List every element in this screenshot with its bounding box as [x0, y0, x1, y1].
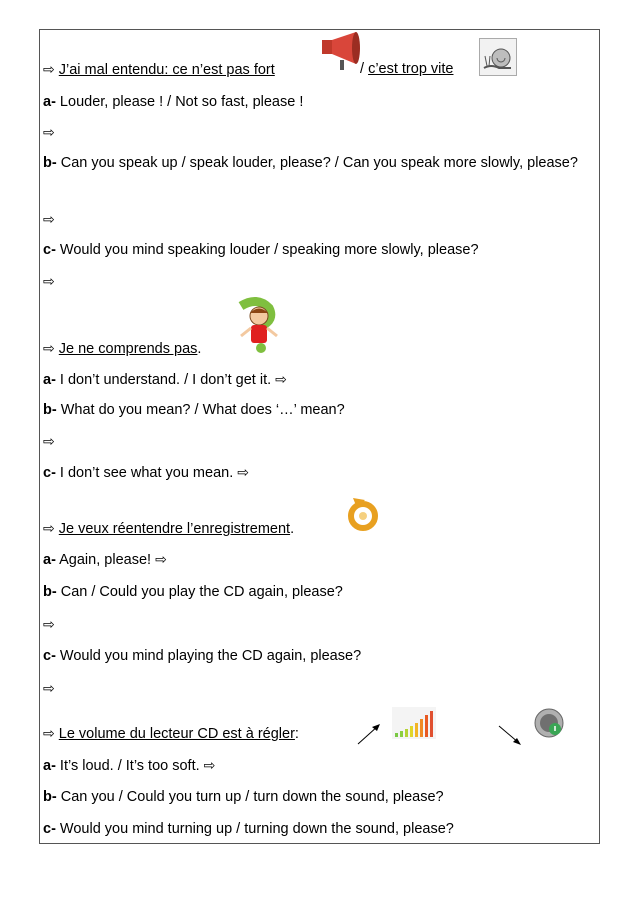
arrow-icon: ⇨ [43, 211, 55, 227]
heading: Je ne comprends pas [58, 341, 198, 357]
replay-icon [343, 494, 383, 534]
label-a: a- [43, 372, 56, 388]
section3-b [43, 583, 343, 601]
text-c: Would you mind speaking louder / speaking more slowly, please? [55, 242, 479, 258]
label-a: a- [43, 94, 56, 110]
label-a: a- [43, 758, 56, 774]
confused-person-icon [231, 296, 283, 354]
volume-bars-icon [392, 707, 436, 739]
text-c: Would you mind turning up / turning down the sound, please? [55, 821, 454, 837]
label-b: b- [43, 155, 57, 171]
volume-knob-icon [533, 707, 565, 739]
section4-heading [43, 724, 299, 743]
label-c: c- [43, 242, 56, 258]
label-a: a- [43, 552, 56, 568]
label-b: b- [43, 789, 57, 805]
section1-heading [43, 60, 275, 79]
section1-b [43, 153, 583, 174]
text-a: Again, please! [55, 552, 156, 568]
text-b: Can you speak up / speak louder, please? / Can you speak more slowly, please? [56, 155, 578, 171]
heading-tail: : [294, 726, 299, 742]
section2-blank-1 [43, 432, 55, 451]
section1-c [43, 241, 479, 259]
section1-a [43, 93, 303, 111]
section3-blank-2 [43, 679, 55, 698]
arrow-icon: ⇨ [43, 273, 55, 289]
section3-a [43, 550, 167, 569]
text-a: I don’t understand. / I don’t get it. [55, 372, 276, 388]
label-c: c- [43, 821, 56, 837]
arrow-icon: ⇨ [237, 464, 249, 480]
label-c: c- [43, 648, 56, 664]
arrow-up-icon [356, 722, 382, 746]
text-b: Can / Could you play the CD again, please? [56, 584, 343, 600]
heading: Je veux réentendre l’enregistrement [58, 521, 291, 537]
section1-blank-2 [43, 210, 55, 229]
section2-b [43, 401, 345, 419]
heading-part-a: J’ai mal entendu: ce n’est pas fort [58, 62, 275, 78]
section1-blank-1 [43, 123, 55, 142]
heading-tail: . [197, 341, 202, 357]
arrow-icon: ⇨ [155, 551, 167, 567]
section4-c [43, 820, 454, 838]
section4-b [43, 788, 444, 806]
arrow-icon: ⇨ [203, 757, 216, 773]
text-c: Would you mind playing the CD again, please? [55, 648, 362, 664]
heading-part-b: c’est trop vite [368, 61, 454, 77]
section2-c [43, 463, 249, 482]
text-b: What do you mean? / What does ‘…’ mean? [56, 402, 345, 418]
arrow-icon: ⇨ [275, 371, 287, 387]
section3-blank-1 [43, 615, 55, 634]
text-a: It’s loud. / It’s too soft. [55, 758, 204, 774]
arrow-icon: ⇨ [43, 61, 55, 77]
arrow-icon: ⇨ [43, 340, 55, 356]
arrow-icon: ⇨ [43, 124, 55, 140]
arrow-icon: ⇨ [43, 520, 55, 536]
arrow-icon: ⇨ [43, 433, 55, 449]
section3-heading [43, 519, 294, 538]
heading-separator: / [360, 61, 369, 77]
section2-heading [43, 339, 201, 358]
megaphone-icon [318, 30, 362, 72]
heading-tail: . [290, 521, 295, 537]
arrow-icon: ⇨ [43, 680, 55, 696]
label-c: c- [43, 465, 56, 481]
snail-icon [479, 38, 517, 76]
section1-heading-b [360, 60, 453, 78]
arrow-icon: ⇨ [43, 725, 55, 741]
text-b: Can you / Could you turn up / turn down the sound, please? [56, 789, 444, 805]
section4-a [43, 756, 215, 775]
section2-a [43, 370, 287, 389]
arrow-icon: ⇨ [43, 616, 55, 632]
arrow-down-icon [497, 724, 523, 746]
label-b: b- [43, 402, 57, 418]
section1-blank-3 [43, 272, 55, 291]
text-a: Louder, please ! / Not so fast, please ! [55, 94, 304, 110]
heading: Le volume du lecteur CD est à régler [58, 726, 295, 742]
text-c: I don’t see what you mean. [55, 465, 238, 481]
section3-c [43, 647, 361, 665]
document-frame [39, 29, 600, 844]
label-b: b- [43, 584, 57, 600]
